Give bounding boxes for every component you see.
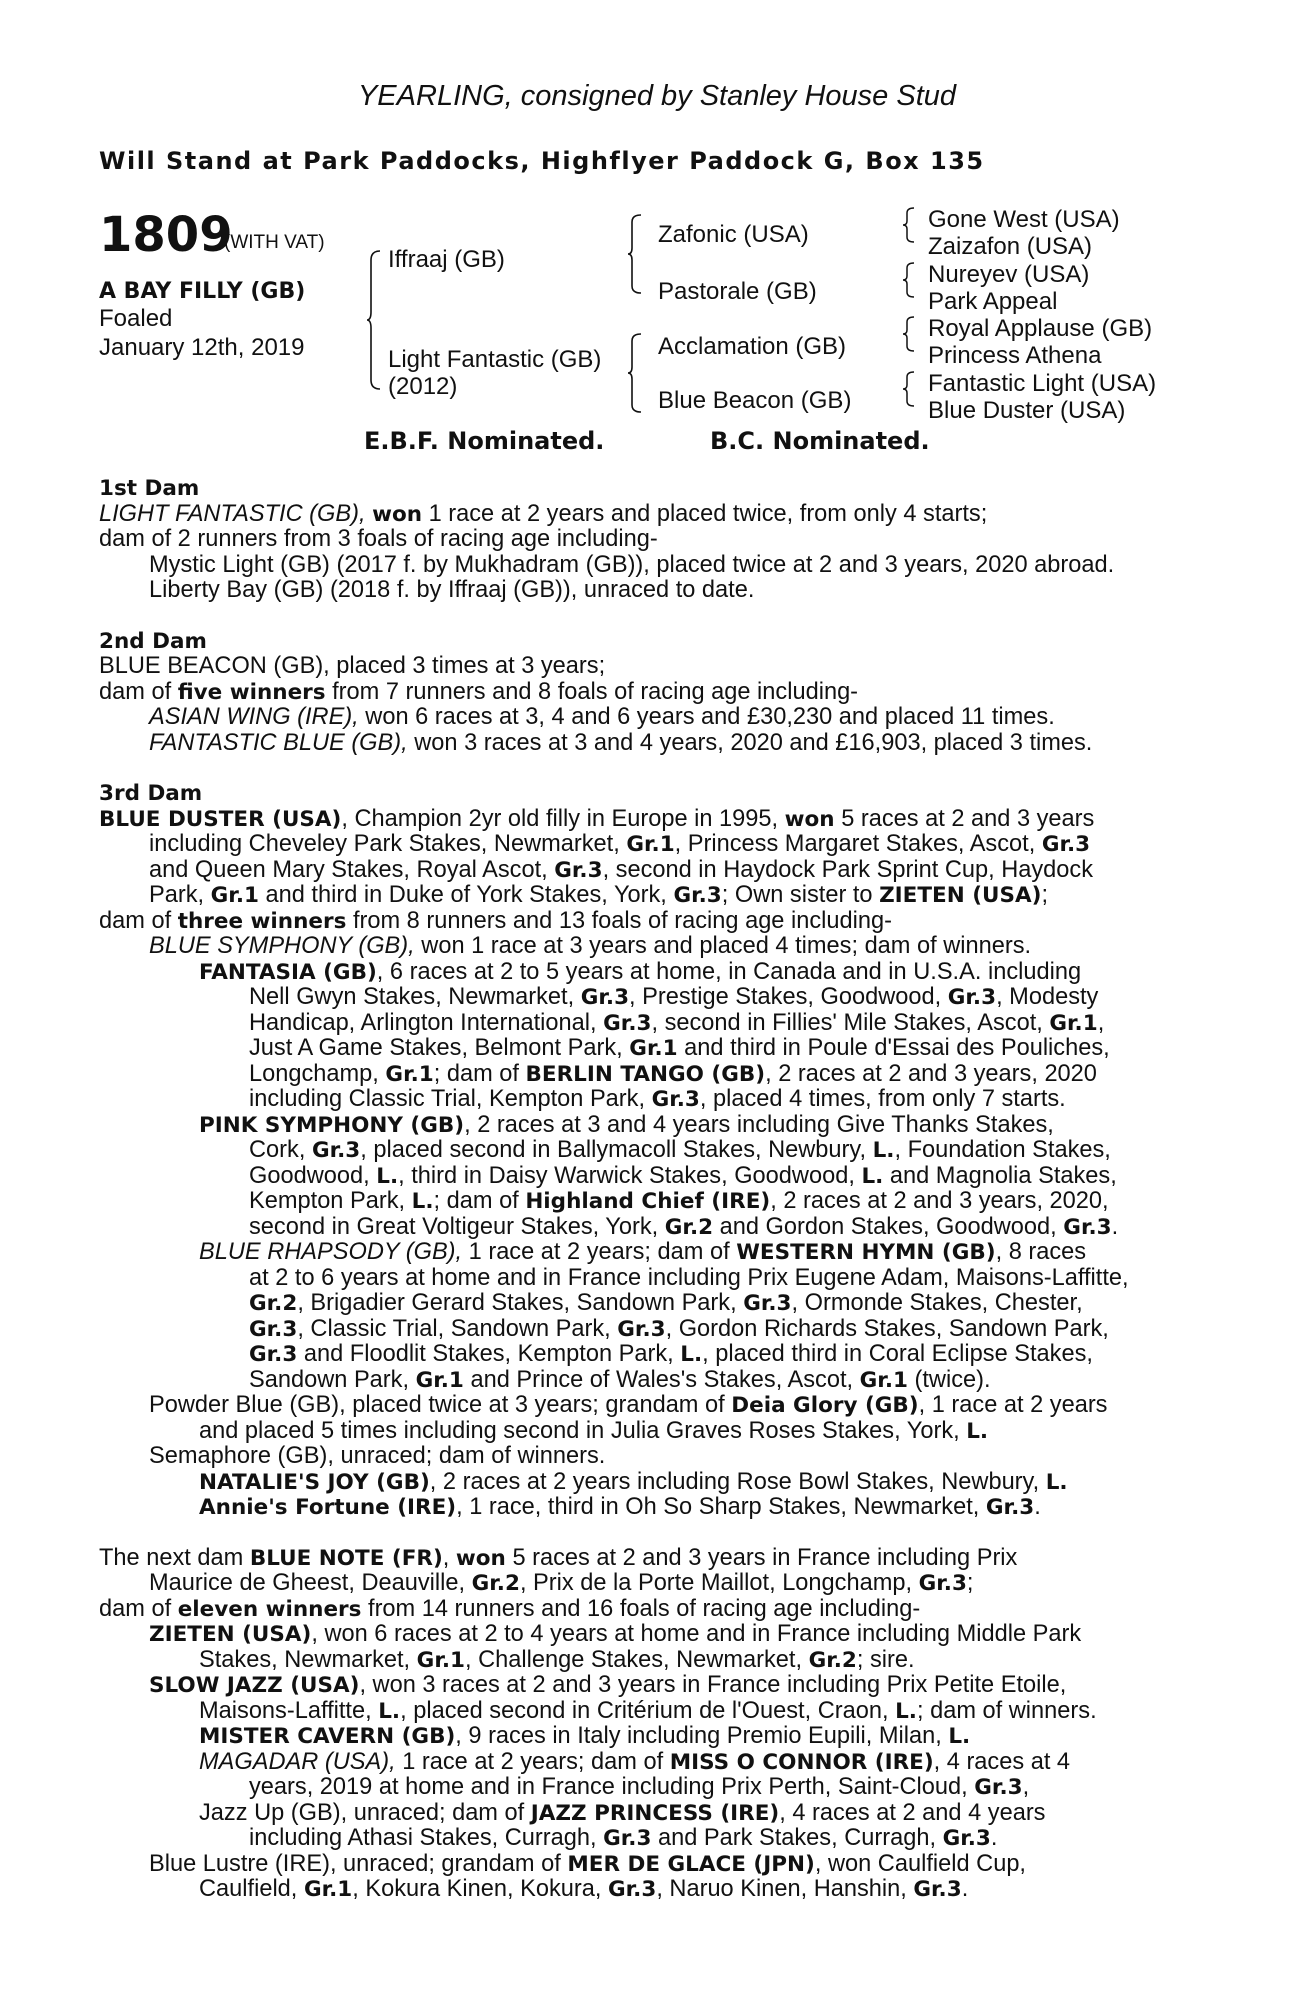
pedigree-brace-ss [902, 207, 916, 243]
ped-ssd: Zaizafon (USA) [928, 233, 1093, 260]
foaled-date: January 12th, 2019 [99, 334, 305, 361]
offspring-liberty-bay: Liberty Bay (GB) (2018 f. by Iffraaj (GB)), unraced to date. [149, 577, 755, 603]
dam-year: (2012) [388, 373, 458, 400]
offspring-powder-blue: Powder Blue (GB), placed twice at 3 years; grandam of Deia Glory (GB), 1 race at 2 years [149, 1392, 1108, 1418]
offspring-blue-symphony: BLUE SYMPHONY (GB), won 1 race at 3 years and placed 4 times; dam of winners. [149, 933, 1032, 959]
ped-sds: Nureyev (USA) [928, 261, 1090, 288]
pedigree-brace-main [366, 250, 382, 390]
third-dam-name-line: BLUE DUSTER (USA), Champion 2yr old filly in Europe in 1995, won 5 races at 2 and 3 years [99, 805, 1095, 832]
pedigree-brace-dam [627, 333, 643, 413]
offspring-blue-lustre: Blue Lustre (IRE), unraced; grandam of MER DE GLACE (JPN), won Caulfield Cup, [149, 1850, 1026, 1877]
offspring-asian-wing: ASIAN WING (IRE), won 6 races at 3, 4 and 6 years and £30,230 and placed 11 times. [149, 704, 1055, 730]
pedigree-brace-sd [902, 262, 916, 298]
ped-dss: Royal Applause (GB) [928, 315, 1153, 342]
bc-nominated: B.C. Nominated. [710, 427, 930, 455]
first-dam-heading: 1st Dam [99, 476, 200, 501]
offspring-fantasia: FANTASIA (GB), 6 races at 2 to 5 years at home, in Canada and in U.S.A. including [199, 958, 1082, 985]
sire-sire: Zafonic (USA) [658, 221, 809, 248]
sire: Iffraaj (GB) [388, 246, 505, 273]
sire-dam: Pastorale (GB) [658, 278, 817, 305]
offspring-annies-fortune: Annie's Fortune (IRE), 1 race, third in Oh So Sharp Stakes, Newmarket, Gr.3. [199, 1494, 1041, 1520]
ebf-nominated: E.B.F. Nominated. [364, 427, 605, 455]
pedigree-brace-sire [627, 214, 643, 294]
offspring-natalies-joy: NATALIE'S JOY (GB), 2 races at 2 years including Rose Bowl Stakes, Newbury, L. [199, 1468, 1068, 1495]
third-dam-heading: 3rd Dam [99, 781, 203, 806]
first-dam-produce: dam of 2 runners from 3 foals of racing age including- [99, 526, 658, 552]
dam: Light Fantastic (GB) [388, 346, 602, 373]
offspring-magadar: MAGADAR (USA), 1 race at 2 years; dam of MISS O CONNOR (IRE), 4 races at 4 [199, 1748, 1071, 1775]
offspring-semaphore: Semaphore (GB), unraced; dam of winners. [149, 1443, 606, 1469]
offspring-pink-symphony: PINK SYMPHONY (GB), 2 races at 3 and 4 years including Give Thanks Stakes, [199, 1111, 1054, 1138]
foaled-label: Foaled [99, 305, 173, 332]
ped-dds: Fantastic Light (USA) [928, 370, 1157, 397]
lot-name: A BAY FILLY (GB) [99, 279, 306, 304]
offspring-blue-rhapsody: BLUE RHAPSODY (GB), 1 race at 2 years; dam of WESTERN HYMN (GB), 8 races [199, 1239, 1087, 1265]
lot-number: 1809 [99, 207, 233, 263]
offspring-mystic-light: Mystic Light (GB) (2017 f. by Mukhadram (GB)), placed twice at 2 and 3 years, 2020 abroad. [149, 551, 1115, 578]
offspring-mister-cavern: MISTER CAVERN (GB), 9 races in Italy including Premio Eupili, Milan, L. [199, 1723, 971, 1749]
ped-dsd: Princess Athena [928, 342, 1102, 369]
catalogue-body: 1st Dam LIGHT FANTASTIC (GB), won 1 race at 2 years and placed twice, from only 4 starts; dam of 2 runners from 3 foals of racing age including- Mystic Light (GB) (2017 f. by Mukhadram (GB)), placed twice at 2 and 3 years, 2020 abroad. Liberty Bay (GB) (2018 f. by Iffraaj (GB)), unraced to date. 2nd Dam BLUE BEACON (GB), placed 3 times at 3 years; dam of five winners from 7 runners and 8 foals of racing age including- ASIAN WING (IRE), won 6 races at 3, 4 and 6 years and £30,230 and placed 11 times. FANTASTIC BLUE (GB), won 3 races at 3 and 4 years, 2020 and £16,903, placed 3 times. 3rd Dam BLUE DUSTER (USA), Champion 2yr old filly in Europe in 1995, won 5 races at 2 and 3 years including Cheveley Park Stakes, Newmarket, Gr.1, Princess Margaret Stakes, Ascot, Gr.3 and Queen Mary Stakes, Royal Ascot, Gr.3, second in Haydock Park Sprint Cup, Haydock Park, Gr.1 and third in Duke of York Stakes, York, Gr.3; Own sister to ZIETEN (USA); dam of three winners from 8 runners and 13 foals of racing age including- BLUE SYMPHONY (GB), won 1 race at 3 years and placed 4 times; dam of winners. FANTASIA (GB), 6 races at 2 to 5 years at home, in Canada and in U.S.A. including Nell Gwyn Stakes, Newmarket, Gr.3, Prestige Stakes, Goodwood, Gr.3, Modesty Handicap, Arlington International, Gr.3, second in Fillies' Mile Stakes, Ascot, Gr.1, Just A Game Stakes, Belmont Park, Gr.1 and third in Poule d'Essai des Pouliches, Longchamp, Gr.1; dam of BERLIN TANGO (GB), 2 races at 2 and 3 years, 2020 including Classic Trial, Kempton Park, Gr.3, placed 4 times, from only 7 starts. PINK SYMPHONY (GB), 2 races at 3 and 4 years including Give Thanks Stakes, Cork, Gr.3, placed second in Ballymacoll Stakes, Newbury, L., Foundation Stakes, Goodwood, L., third in Daisy Warwick Stakes, Goodwood, L. and Magnolia Stakes, Kempton Park, L.; dam of Highland Chief (IRE), 2 races at 2 and 3 years, 2020, second in Great Voltigeur Stakes, York, Gr.2 and Gordon Stakes, Goodwood, Gr.3. BLUE RHAPSODY (GB), 1 race at 2 years; dam of WESTERN HYMN (GB), 8 races at 2 to 6 years at home and in France including Prix Eugene Adam, Maisons-Laffitte, Gr.2, Brigadier Gerard Stakes, Sandown Park, Gr.3, Ormonde Stakes, Chester, Gr.3, Classic Trial, Sandown Park, Gr.3, Gordon Richards Stakes, Sandown Park, Gr.3 and Floodlit Stakes, Kempton Park, L., placed third in Coral Eclipse Stakes, Sandown Park, Gr.1 and Prince of Wales's Stakes, Ascot, Gr.1 (twice). Powder Blue (GB), placed twice at 3 years; grandam of Deia Glory (GB), 1 race at 2 years and placed 5 times including second in Julia Graves Roses Stakes, York, L. Semaphore (GB), unraced; dam of winners. NATALIE'S JOY (GB), 2 races at 2 years including Rose Bowl Stakes, Newbury, L. Annie's Fortune (IRE), 1 race, third in Oh So Sharp Stakes, Newmarket, Gr.3. The next dam BLUE NOTE (FR), won 5 races at 2 and 3 years in France including Prix Maurice de Gheest, Deauville, Gr.2, Prix de la Porte Maillot, Longchamp, Gr.3; dam of eleven winners from 14 runners and 16 foals of racing age including- ZIETEN (USA), won 6 races at 2 to 4 years at home and in France including Middle Park Stakes, Newmarket, Gr.1, Challenge Stakes, Newmarket, Gr.2; sire. SLOW JAZZ (USA), won 3 races at 2 and 3 years in France including Prix Petite Etoile, Maisons-Laffitte, L., placed second in Critérium de l'Ouest, Craon, L.; dam of winners. MISTER CAVERN (GB), 9 races in Italy including Premio Eupili, Milan, L. MAGADAR (USA), 1 race at 2 years; dam of MISS O CONNOR (IRE), 4 races at 4 years, 2019 at home and in France including Prix Perth, Saint-Cloud, Gr.3, Jazz Up (GB), unraced; dam of JAZZ PRINCESS (IRE), 4 races at 2 and 4 years including Athasi Stakes, Curragh, Gr.3 and Park Stakes, Curragh, Gr.3. Blue Lustre (IRE), unraced; grandam of MER DE GLACE (JPN), won Caulfield Cup, Caulfield, Gr.1, Kokura Kinen, Kokura, Gr.3, Naruo Kinen, Hanshin, Gr.3. [99, 476, 1209, 1903]
ped-ddd: Blue Duster (USA) [928, 397, 1126, 424]
offspring-jazz-up: Jazz Up (GB), unraced; dam of JAZZ PRINCESS (IRE), 4 races at 2 and 4 years [199, 1799, 1046, 1826]
offspring-fantastic-blue: FANTASTIC BLUE (GB), won 3 races at 3 and 4 years, 2020 and £16,903, placed 3 times. [149, 729, 1093, 756]
ped-sss: Gone West (USA) [928, 206, 1120, 233]
second-dam-heading: 2nd Dam [99, 628, 207, 654]
ped-sdd: Park Appeal [928, 288, 1058, 315]
vat-note: (WITH VAT) [224, 232, 325, 253]
dam-sire: Acclamation (GB) [658, 333, 847, 360]
offspring-slow-jazz: SLOW JAZZ (USA), won 3 races at 2 and 3 years in France including Prix Petite Etoile, [149, 1672, 1067, 1698]
first-dam-name: LIGHT FANTASTIC (GB), [99, 500, 366, 527]
dam-dam: Blue Beacon (GB) [658, 387, 852, 414]
pedigree-brace-ds [902, 316, 916, 352]
stand-location: Will Stand at Park Paddocks, Highflyer Paddock G, Box 135 [99, 147, 985, 175]
pedigree-brace-dd [902, 371, 916, 407]
next-dam-line: The next dam BLUE NOTE (FR), won 5 races at 2 and 3 years in France including Prix [99, 1544, 1018, 1571]
page-title: YEARLING, consigned by Stanley House Stud [357, 80, 957, 112]
offspring-zieten: ZIETEN (USA), won 6 races at 2 to 4 years at home and in France including Middle Park [149, 1621, 1082, 1647]
second-dam-name: BLUE BEACON (GB), placed 3 times at 3 years; [99, 653, 606, 679]
